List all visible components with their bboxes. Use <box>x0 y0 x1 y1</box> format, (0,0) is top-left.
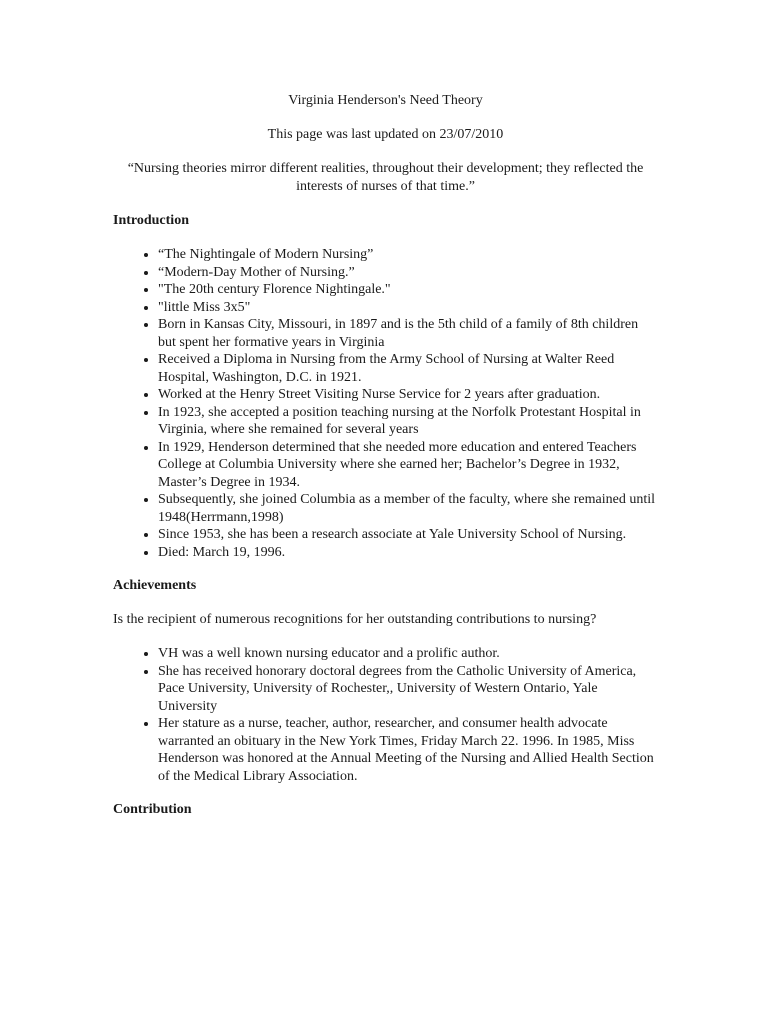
list-item: • In 1929, Henderson determined that she needed more education and entered Teachers College at Columbia University where she earned her; Bachelor’s Degree in 1932, Master’s Degree in 1934. <box>158 439 658 492</box>
list-item: • Her stature as a nurse, teacher, author, researcher, and consumer health advocate warranted an obituary in the New York Times, Friday March 22. 1996. In 1985, Miss Henderson was honored at the Annual Meeting of the Nursing and Allied Health Section of the Medical Library Association. <box>158 715 658 785</box>
list-item: • Died: March 19, 1996. <box>158 544 658 562</box>
achievements-list <box>113 645 658 785</box>
introduction-list <box>113 246 658 561</box>
list-item: • Born in Kansas City, Missouri, in 1897 and is the 5th child of a family of 8th children but spent her formative years in Virginia <box>158 316 658 351</box>
document-title: Virginia Henderson's Need Theory <box>288 93 483 108</box>
achievements-intro: Is the recipient of numerous recognitions for her outstanding contributions to nursing? <box>113 612 597 627</box>
contribution-heading: Contribution <box>113 802 192 817</box>
list-item: • Subsequently, she joined Columbia as a member of the faculty, where she remained until 1948(Herrmann,1998) <box>158 491 658 526</box>
introduction-heading: Introduction <box>113 213 189 228</box>
list-item: • VH was a well known nursing educator and a prolific author. <box>158 645 658 663</box>
opening-quote: “Nursing theories mirror different realities, throughout their development; they reflected the interests of nurses of that time.” <box>127 161 644 194</box>
list-item: • Worked at the Henry Street Visiting Nurse Service for 2 years after graduation. <box>158 386 658 404</box>
list-item: • In 1923, she accepted a position teaching nursing at the Norfolk Protestant Hospital in Virginia, where she remained for several years <box>158 404 658 439</box>
last-updated-line: This page was last updated on 23/07/2010 <box>267 127 504 142</box>
list-item: • “Modern-Day Mother of Nursing.” <box>158 264 658 282</box>
achievements-heading: Achievements <box>113 578 197 593</box>
document-page <box>113 92 658 819</box>
list-item: • "little Miss 3x5" <box>158 299 658 317</box>
list-item: • "The 20th century Florence Nightingale." <box>158 281 658 299</box>
list-item: • Since 1953, she has been a research associate at Yale University School of Nursing. <box>158 526 658 544</box>
list-item: • “The Nightingale of Modern Nursing” <box>158 246 658 264</box>
list-item: • She has received honorary doctoral degrees from the Catholic University of America, Pace University, University of Rochester,, University of Western Ontario, Yale University <box>158 663 658 716</box>
list-item: • Received a Diploma in Nursing from the Army School of Nursing at Walter Reed Hospital, Washington, D.C. in 1921. <box>158 351 658 386</box>
